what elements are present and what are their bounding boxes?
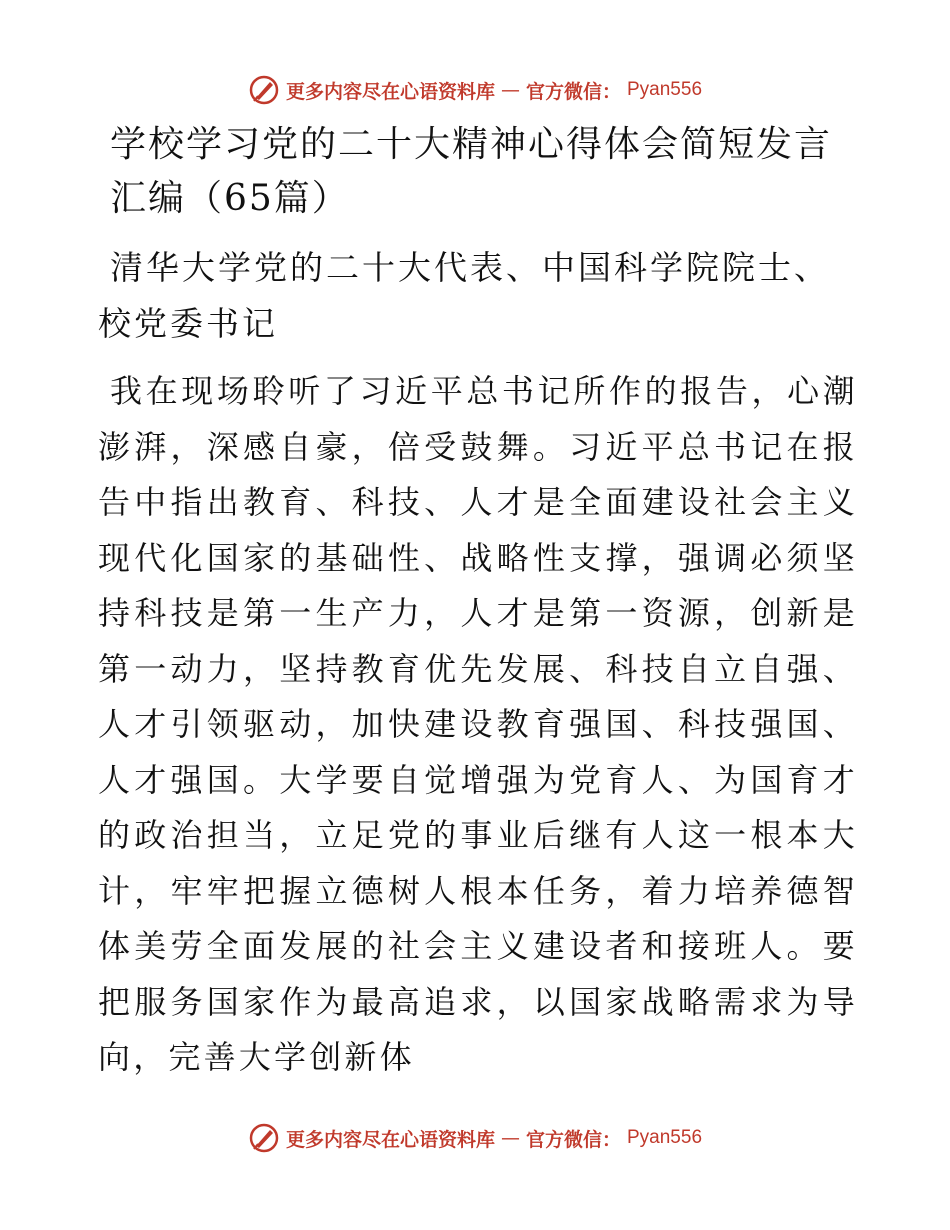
banner-text: 更多内容尽在心语资料库: [285, 1128, 495, 1151]
banner-wechat-id: Pyan556: [627, 1127, 703, 1148]
banner-dash: —: [500, 1127, 520, 1149]
quill-pen-icon: [248, 74, 280, 106]
banner-text: 更多内容尽在心语资料库: [285, 80, 495, 103]
banner-wechat-label: 官方微信：: [525, 1128, 621, 1151]
document-paragraph: 我在现场聆听了习近平总书记所作的报告，心潮澎湃，深感自豪，倍受鼓舞。习近平总书记在报告中指出教育、科技、人才是全面建设社会主义现代化国家的基础性、战略性支撑，强调必须坚持科技是第一生产力，人才是第一资源，创新是第一动力，坚持教育优先发展、科技自立自强、人才引领驱动，加快建设教育强国、科技强国、人才强国。大学要自觉增强为党育人、为国育才的政治担当，立足党的事业后继有人这一根本大计，牢牢把握立德树人根本任务，着力培养德智体美劳全面发展的社会主义建设者和接班人。要把服务国家作为最高追求，以国家战略需求为导向，完善大学创新体: [98, 372, 858, 1076]
banner-dash: —: [500, 79, 520, 101]
quill-pen-icon: [248, 1122, 280, 1154]
document-title: 学校学习党的二十大精神心得体会简短发言汇编（65篇）: [110, 124, 833, 219]
document-subtitle: 清华大学党的二十大代表、中国科学院院士、校党委书记: [98, 248, 830, 343]
header-banner: [0, 70, 950, 110]
banner-wechat-label: 官方微信：: [525, 80, 621, 103]
banner-wechat-id: Pyan556: [627, 79, 703, 100]
document-body: [98, 118, 858, 1086]
footer-banner: [0, 1118, 950, 1158]
